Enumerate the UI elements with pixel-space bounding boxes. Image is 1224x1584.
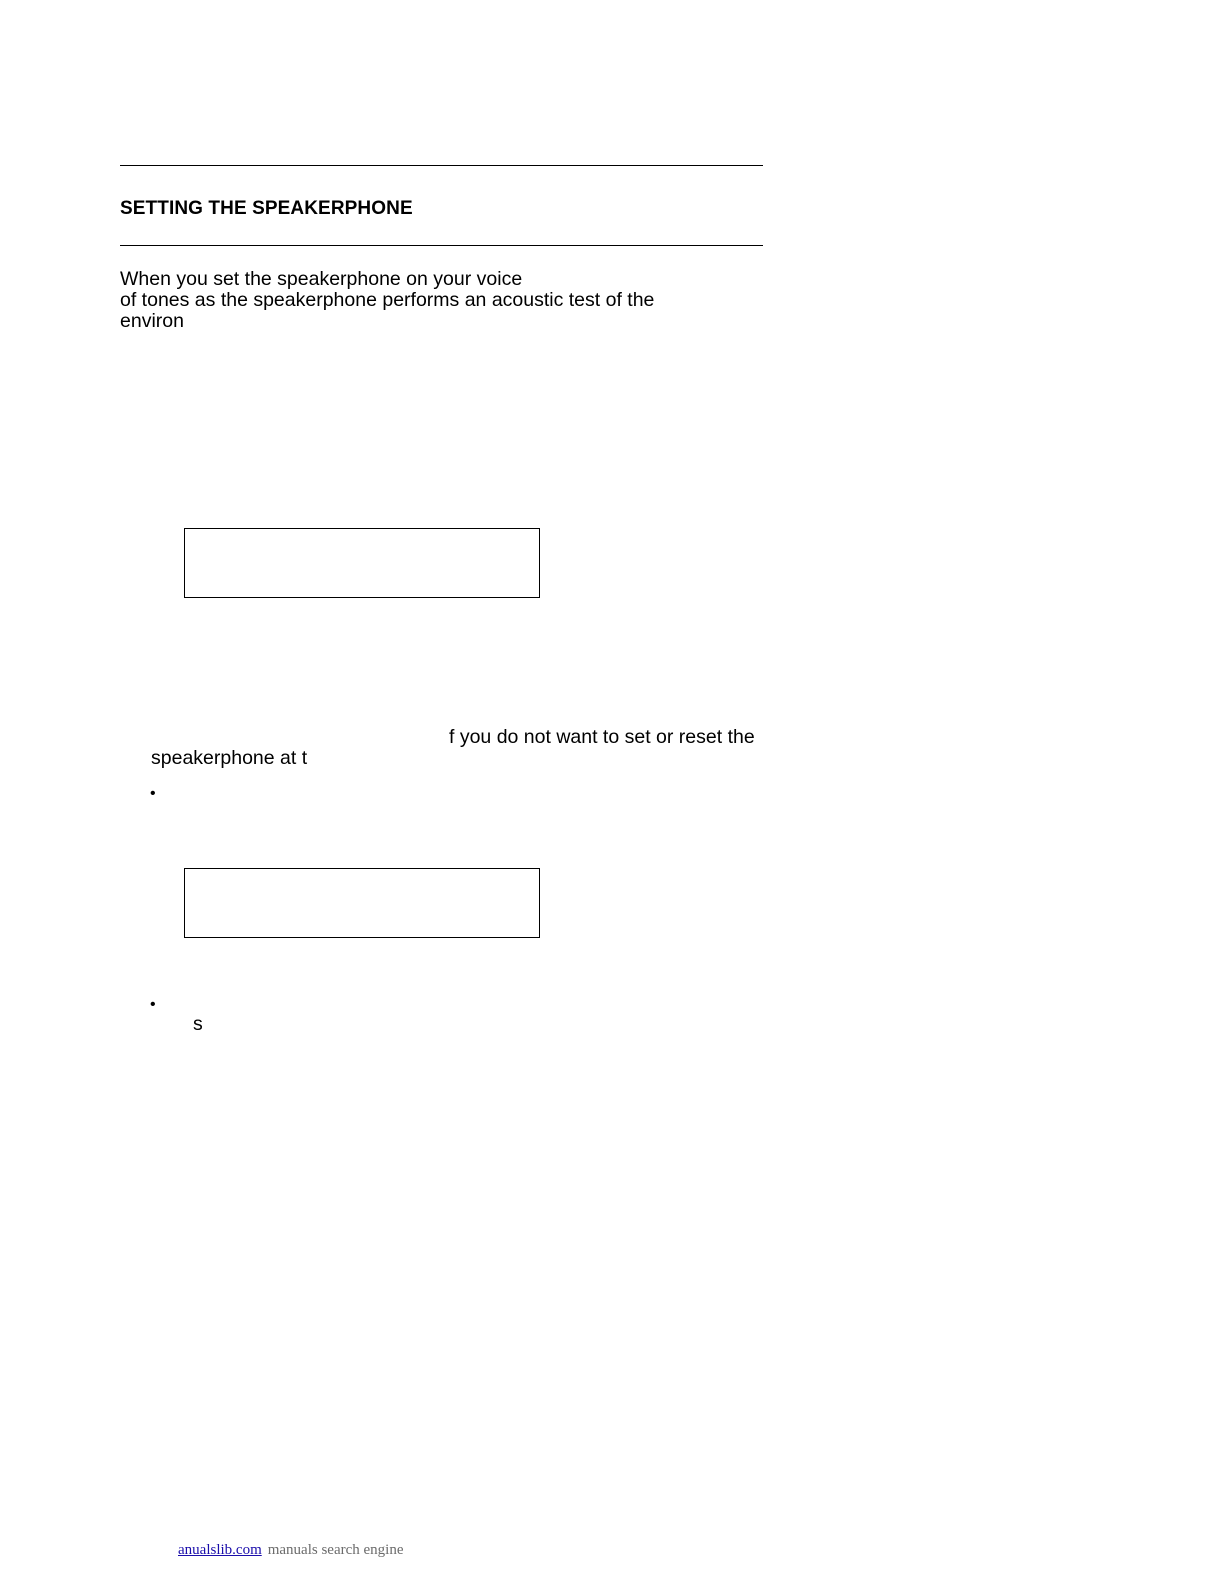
section-heading: SETTING THE SPEAKERPHONE	[120, 198, 413, 219]
display-screen-box-1	[184, 528, 540, 598]
footer-tagline: manuals search engine	[267, 1542, 404, 1558]
bullet-point-2: •	[150, 996, 156, 1013]
heading-divider	[120, 245, 763, 246]
intro-paragraph-line-2: of tones as the speakerphone performs an acoustic test of the	[120, 289, 655, 311]
note-line-2: speakerphone at t	[151, 747, 308, 769]
top-divider	[120, 165, 763, 166]
bullet-point-1: •	[150, 785, 156, 802]
footer-site-link[interactable]: anualslib.com	[178, 1542, 262, 1558]
intro-paragraph-line-3: environ	[120, 310, 184, 332]
note-line-1: f you do not want to set or reset the	[449, 726, 755, 748]
display-screen-box-2	[184, 868, 540, 938]
bullet-2-text: s	[193, 1013, 203, 1035]
intro-paragraph-line-1: When you set the speakerphone on your voice	[120, 268, 523, 290]
footer	[126, 1542, 404, 1559]
